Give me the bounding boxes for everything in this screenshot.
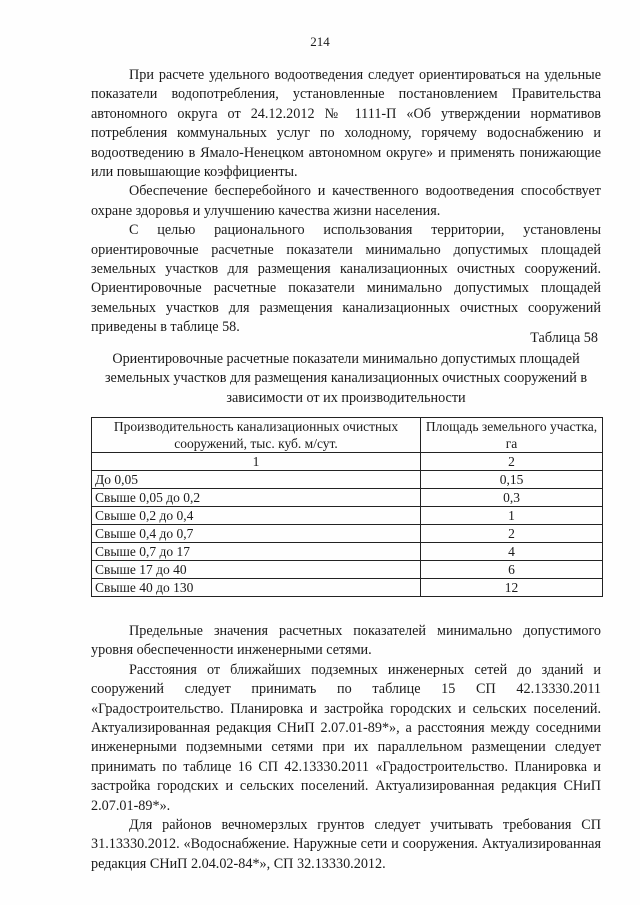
capacity-cell: Свыше 0,05 до 0,2 (92, 489, 421, 507)
page-number: 214 (310, 34, 330, 49)
capacity-cell: Свыше 0,2 до 0,4 (92, 507, 421, 525)
paragraph-4: Предельные значения расчетных показателей минимально допустимого уровня обеспеченности инженерными сетями. (91, 623, 601, 659)
capacity-cell: Свыше 0,4 до 0,7 (92, 525, 421, 543)
table-row (92, 543, 603, 561)
area-cell: 1 (421, 507, 603, 525)
table-row (92, 507, 603, 525)
area-cell: 4 (421, 543, 603, 561)
column-number-2: 2 (421, 453, 603, 471)
column-number-1: 1 (92, 453, 421, 471)
capacity-cell: Свыше 0,7 до 17 (92, 543, 421, 561)
area-cell: 2 (421, 525, 603, 543)
table-number: Таблица 58 (530, 330, 598, 346)
capacity-cell: Свыше 17 до 40 (92, 561, 421, 579)
paragraph-5: Расстояния от ближайших подземных инженерных сетей до зданий и сооружений следует принимать по таблице 15 СП 42.13330.2011 «Градостроительство. Планировка и застройка городских и сельских поселений. Актуализированная редакция СНиП 2.07.01-89*», а расстояния между соседними инженерными подземными сетями при их параллельном размещении следует принимать по таблице 16 СП 42.13330.2011 «Градостроительство. Планировка и застройка городских и сельских поселений. Актуализированная редакция СНиП 2.07.01-89*». (91, 661, 601, 814)
area-cell: 0,3 (421, 489, 603, 507)
capacity-cell: Свыше 40 до 130 (92, 579, 421, 597)
header-capacity: Производительность канализационных очистных сооружений, тыс. куб. м/сут. (92, 418, 421, 453)
paragraph-2: Обеспечение бесперебойного и качественного водоотведения способствует охране здоровья и улучшению качества жизни населения. (91, 183, 601, 219)
paragraph-6: Для районов вечномерзлых грунтов следует учитывать требования СП 31.13330.2012. «Водоснабжение. Наружные сети и сооружения. Актуализированная редакция СНиП 2.04.02-84*», СП 32.13330.2012. (91, 817, 601, 872)
closing-text (91, 622, 601, 874)
intro-text (91, 66, 601, 338)
table-caption: Ориентировочные расчетные показатели минимально допустимых площадей земельных участков для размещения канализационных очистных сооружений в зависимости от их производительности (104, 351, 588, 406)
header-area: Площадь земельного участка, га (421, 418, 603, 453)
area-cell: 12 (421, 579, 603, 597)
table-row (92, 525, 603, 543)
table-row (92, 579, 603, 597)
area-table (91, 417, 603, 597)
area-cell: 0,15 (421, 471, 603, 489)
table-row (92, 471, 603, 489)
area-cell: 6 (421, 561, 603, 579)
table-row (92, 489, 603, 507)
table-row (92, 561, 603, 579)
paragraph-1: При расчете удельного водоотведения следует ориентироваться на удельные показатели водопотребления, установленные постановлением Правительства автономного округа от 24.12.2012 № 1111-П «Об утверждении нормативов потребления коммунальных услуг по холодному, горячему водоснабжению и водоотведению в Ямало-Ненецком автономном округе» и применять понижающие или повышающие коэффициенты. (91, 67, 601, 181)
paragraph-3: С целью рационального использования территории, установлены ориентировочные расчетные показатели минимально допустимых площадей земельных участков для размещения канализационных очистных сооружений. Ориентировочные расчетные показатели минимально допустимых площадей земельных участков для размещения канализационных очистных сооружений приведены в таблице 58. (91, 222, 601, 336)
column-number-row (92, 453, 603, 471)
capacity-cell: До 0,05 (92, 471, 421, 489)
